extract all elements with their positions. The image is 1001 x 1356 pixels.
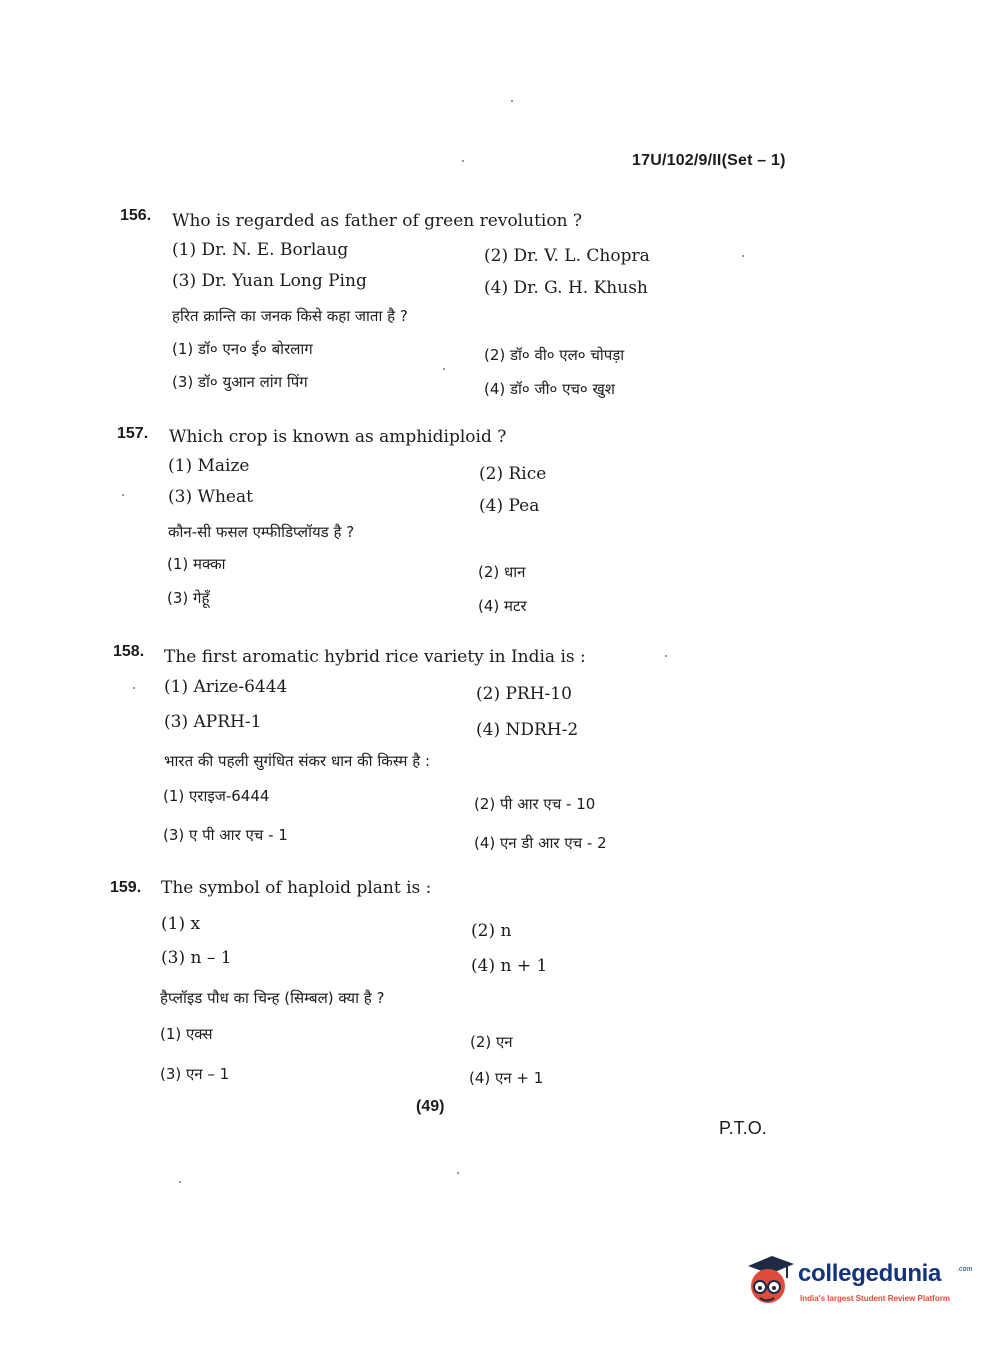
scan-speck	[122, 494, 124, 496]
option-en-1: (1) Arize-6444	[164, 677, 288, 697]
option-en-2: (2) Rice	[479, 464, 547, 484]
option-en-4: (4) Pea	[479, 496, 540, 516]
option-hi-2: (2) धान	[478, 563, 526, 581]
question-text-en: Who is regarded as father of green revolution ?	[172, 211, 583, 231]
brand-name: collegedunia	[798, 1260, 942, 1287]
question-text-en: The symbol of haploid plant is :	[161, 878, 432, 898]
option-hi-2: (2) एन	[470, 1033, 513, 1051]
pto-label: P.T.O.	[719, 1118, 767, 1138]
scan-speck	[511, 100, 513, 102]
option-en-3: (3) Dr. Yuan Long Ping	[172, 271, 367, 291]
option-en-1: (1) Maize	[168, 456, 250, 476]
option-en-1: (1) x	[161, 914, 201, 934]
brand-tagline: India's largest Student Review Platform	[800, 1294, 950, 1303]
option-hi-2: (2) पी आर एच - 10	[474, 795, 596, 813]
option-en-3: (3) Wheat	[168, 487, 253, 507]
option-hi-4: (4) एन डी आर एच - 2	[474, 834, 607, 852]
scan-speck	[133, 687, 135, 689]
option-hi-3: (3) डॉ० युआन लांग पिंग	[172, 373, 308, 391]
question-number: 156.	[120, 207, 152, 224]
scan-speck	[443, 368, 445, 370]
question-number: 158.	[113, 643, 145, 660]
mascot-logo-icon	[742, 1252, 798, 1314]
option-hi-1: (1) मक्का	[167, 555, 226, 573]
option-hi-2: (2) डॉ० वी० एल० चोपड़ा	[484, 346, 625, 364]
option-en-3: (3) n – 1	[161, 948, 232, 968]
option-en-4: (4) n + 1	[471, 956, 548, 976]
option-en-2: (2) Dr. V. L. Chopra	[484, 246, 650, 266]
question-text-hi: हरित क्रान्ति का जनक किसे कहा जाता है ?	[172, 307, 408, 325]
question-text-en: The first aromatic hybrid rice variety in India is :	[164, 647, 586, 667]
option-hi-4: (4) डॉ० जी० एच० खुश	[484, 380, 615, 398]
option-hi-3: (3) एन – 1	[160, 1065, 230, 1083]
question-number: 159.	[110, 879, 142, 896]
question-number: 157.	[117, 425, 149, 442]
option-en-2: (2) PRH-10	[476, 684, 572, 704]
option-hi-3: (3) ए पी आर एच - 1	[163, 826, 288, 844]
option-en-3: (3) APRH-1	[164, 712, 262, 732]
scan-speck	[665, 655, 667, 657]
option-en-4: (4) Dr. G. H. Khush	[484, 278, 648, 298]
page-number: (49)	[416, 1098, 445, 1115]
scan-speck	[457, 1172, 459, 1174]
brand-suffix: .com	[957, 1266, 973, 1273]
option-hi-3: (3) गेहूँ	[167, 589, 210, 607]
option-hi-1: (1) एराइज-6444	[163, 787, 270, 805]
option-en-4: (4) NDRH-2	[476, 720, 579, 740]
question-text-hi: भारत की पहली सुगंधित संकर धान की किस्म है :	[164, 752, 431, 770]
option-en-2: (2) n	[471, 921, 512, 941]
scan-speck	[179, 1181, 181, 1183]
question-text-en: Which crop is known as amphidiploid ?	[169, 427, 507, 447]
option-en-1: (1) Dr. N. E. Borlaug	[172, 240, 349, 260]
option-hi-1: (1) डॉ० एन० ई० बोरलाग	[172, 340, 313, 358]
question-text-hi: कौन-सी फसल एम्फीडिप्लॉयड है ?	[168, 523, 355, 541]
scan-speck	[462, 160, 464, 162]
scan-speck	[742, 255, 744, 257]
question-text-hi: हैप्लॉइड पौध का चिन्ह (सिम्बल) क्या है ?	[160, 989, 385, 1007]
option-hi-4: (4) एन + 1	[469, 1069, 544, 1087]
option-hi-4: (4) मटर	[478, 597, 527, 615]
paper-code: 17U/102/9/II(Set – 1)	[632, 152, 786, 169]
option-hi-1: (1) एक्स	[160, 1025, 213, 1043]
collegedunia-watermark	[742, 1252, 972, 1314]
